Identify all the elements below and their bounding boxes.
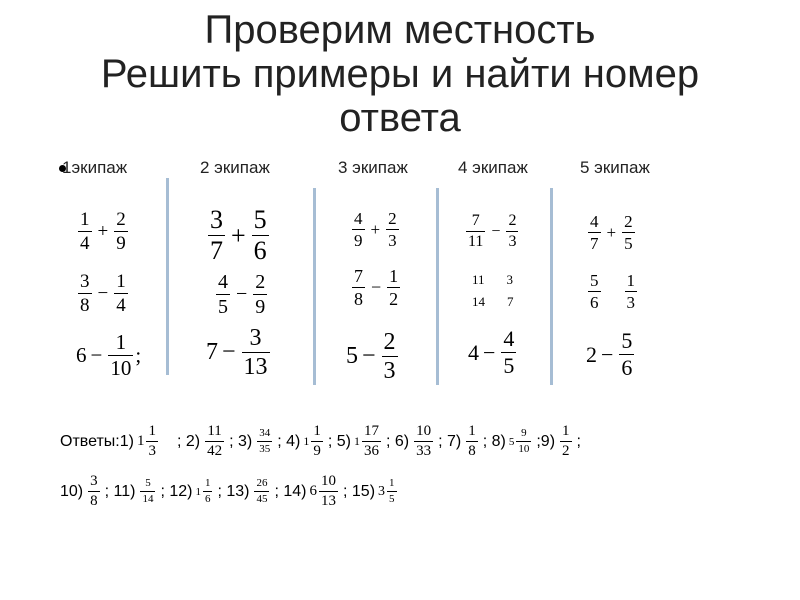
exercise-c1-2: $\frac{3}{8}$ − $\frac{1}{4}$ bbox=[80, 271, 126, 316]
exercise-c5-2: $\frac{5}{6}$ $\frac{1}{3}$ bbox=[590, 271, 635, 312]
exercise-c3-1: $\frac{4}{9}$ + $\frac{2}{3}$ bbox=[354, 209, 397, 250]
exercise-c4-1: $\frac{7}{11}$ − $\frac{2}{3}$ bbox=[468, 212, 517, 250]
exercise-c5-3: 2 − $\frac{5}{6}$ bbox=[586, 328, 633, 380]
answer-11: $\frac{5}{14}$ bbox=[142, 477, 154, 505]
crew-5-label: 5 экипаж bbox=[580, 158, 650, 177]
answer-4: 1 $\frac{1}{9}$ bbox=[303, 423, 321, 459]
crew-1-label: 1экипаж bbox=[62, 158, 128, 177]
answer-9: $\frac{1}{2}$ bbox=[562, 423, 570, 459]
title-line-3: ответа bbox=[339, 96, 461, 140]
answer-7: $\frac{1}{8}$ bbox=[468, 423, 476, 459]
column-divider bbox=[166, 178, 169, 375]
answers-row-2: 10) $\frac{3}{8}$ ; 11) $\frac{5}{14}$ ; 12) 1 $\frac{1}{6}$ ; 13) $\frac{26}{45}$ ; 14) 6 $\frac{10}{13}$ ; 15) 3 $\frac{1}{5}$ bbox=[60, 474, 402, 509]
exercise-c4-3: 4 − $\frac{4}{5}$ bbox=[468, 326, 515, 378]
answers-row-1: Ответы:1) 1 $\frac{1}{3}$ ; 2) $\frac{11}{42}$ ; 3) $\frac{34}{35}$ ; 4) 1 $\frac{1}{9}$ ; 5) 1 $\frac{17}{36}$ ; 6) $\frac{10}{33}$ ; 7) $\frac{1}{8}$ ; 8) 5 $\frac{9}{10}$ ;9) $\frac{1}{2}$ ; bbox=[60, 423, 581, 459]
answer-6: $\frac{10}{33}$ bbox=[416, 423, 432, 459]
answer-2: $\frac{11}{42}$ bbox=[207, 423, 223, 459]
answer-10: $\frac{3}{8}$ bbox=[90, 473, 98, 509]
exercise-c5-1: $\frac{4}{7}$ + $\frac{2}{5}$ bbox=[590, 212, 633, 253]
answers-label: Ответы:1) bbox=[60, 432, 134, 450]
answer-13: $\frac{26}{45}$ bbox=[256, 477, 268, 505]
column-divider bbox=[436, 188, 439, 385]
exercise-c2-3: 7 − $\frac{3}{13}$ bbox=[206, 325, 268, 380]
crew-4-label: 4 экипаж bbox=[458, 158, 528, 177]
crew-3-label: 3 экипаж bbox=[338, 158, 408, 177]
answer-1: 1 $\frac{1}{3}$ bbox=[136, 423, 156, 459]
exercise-c4-2: 11 3 14 7 bbox=[472, 272, 514, 309]
exercise-c1-1: $\frac{1}{4}$ + $\frac{2}{9}$ bbox=[80, 209, 126, 254]
answer-3: $\frac{34}{35}$ bbox=[259, 427, 271, 455]
exercise-c3-3: 5 − $\frac{2}{3}$ bbox=[346, 329, 396, 384]
exercise-c2-2: $\frac{4}{5}$ − $\frac{2}{9}$ bbox=[218, 271, 266, 318]
answer-15: 3 $\frac{1}{5}$ bbox=[378, 477, 395, 505]
slide-title bbox=[0, 8, 800, 140]
title-line-2: Решить примеры и найти номер bbox=[100, 52, 700, 96]
exercise-c2-1: $\frac{3}{7}$ + $\frac{5}{6}$ bbox=[210, 205, 267, 265]
answer-5: 1 $\frac{17}{36}$ bbox=[353, 423, 379, 459]
title-line-1: Проверим местность bbox=[204, 8, 596, 52]
answer-14: 6 $\frac{10}{13}$ bbox=[309, 473, 336, 509]
column-divider bbox=[550, 188, 553, 385]
exercise-c1-3: 6 − $\frac{1}{10}$ ; bbox=[76, 330, 142, 380]
column-divider bbox=[313, 188, 316, 385]
answer-8: 5 $\frac{9}{10}$ bbox=[508, 427, 530, 455]
crew-header-row bbox=[0, 158, 800, 182]
answer-12: 1 $\frac{1}{6}$ bbox=[195, 477, 211, 505]
exercise-c3-2: $\frac{7}{8}$ − $\frac{1}{2}$ bbox=[354, 266, 399, 309]
crew-2-label: 2 экипаж bbox=[200, 158, 270, 177]
